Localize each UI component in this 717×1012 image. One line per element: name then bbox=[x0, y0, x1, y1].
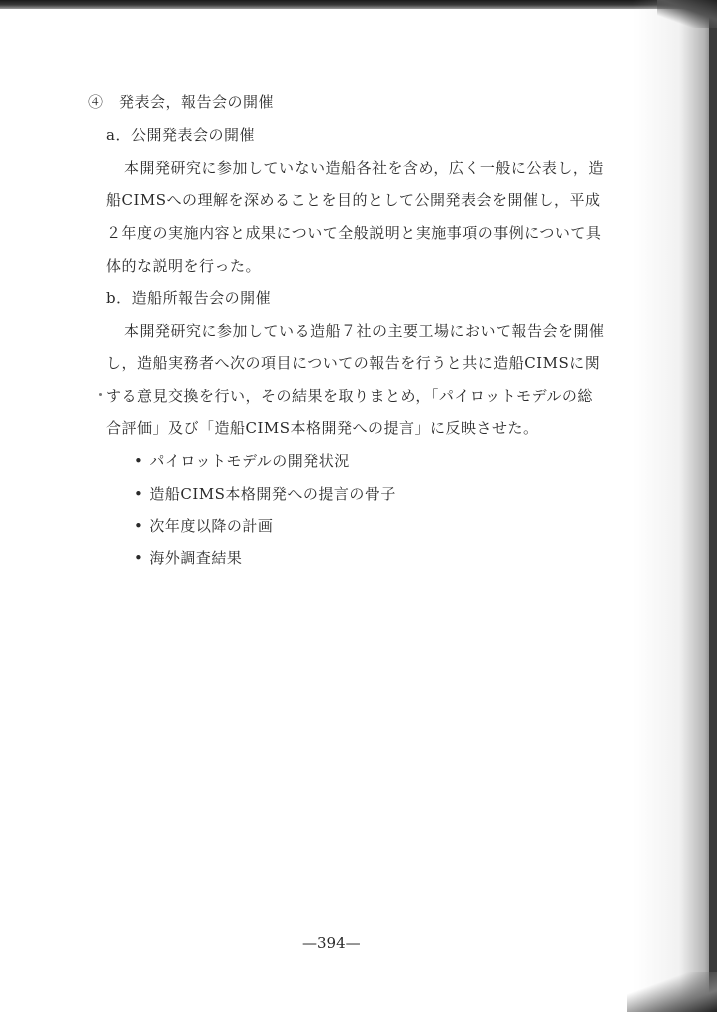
scan-right-shadow bbox=[633, 0, 717, 1012]
bullet-icon: • bbox=[134, 485, 144, 503]
list-item bbox=[134, 516, 273, 536]
scan-corner-bottom bbox=[627, 972, 717, 1012]
subsection-b-heading: b．造船所報告会の開催 bbox=[106, 289, 272, 307]
section-heading: ④ 発表会，報告会の開催 bbox=[88, 93, 275, 111]
list-item bbox=[134, 484, 396, 504]
list-item-text: 海外調査結果 bbox=[149, 549, 243, 567]
bullet-icon: • bbox=[134, 517, 144, 535]
paragraph-a-line: 本開発研究に参加していない造船各社を含め，広く一般に公表し，造 bbox=[124, 159, 604, 177]
scan-top-edge bbox=[0, 0, 717, 9]
page-number: —394— bbox=[302, 934, 361, 952]
scan-speck bbox=[99, 393, 102, 396]
paragraph-b-line: し，造船実務者へ次の項目についての報告を行うと共に造船CIMSに関 bbox=[106, 354, 601, 372]
list-item bbox=[134, 451, 350, 471]
paragraph-b-line: する意見交換を行い，その結果を取りまとめ，「パイロットモデルの総 bbox=[106, 387, 593, 405]
list-item bbox=[134, 548, 242, 568]
bullet-icon: • bbox=[134, 452, 144, 470]
paragraph-a-line: ２年度の実施内容と成果について全般説明と実施事項の事例について具 bbox=[106, 224, 602, 242]
paragraph-b-line: 合評価」及び「造船CIMS本格開発への提言」に反映させた。 bbox=[106, 419, 539, 437]
subsection-a-heading: a．公開発表会の開催 bbox=[106, 126, 255, 144]
paragraph-a-line: 船CIMSへの理解を深めることを目的として公開発表会を開催し，平成 bbox=[106, 191, 601, 209]
paragraph-a-line: 体的な説明を行った。 bbox=[106, 257, 262, 275]
bullet-icon: • bbox=[134, 549, 144, 567]
list-item-text: パイロットモデルの開発状況 bbox=[149, 452, 350, 470]
scan-right-edge bbox=[709, 0, 717, 1012]
list-item-text: 次年度以降の計画 bbox=[149, 517, 274, 535]
list-item-text: 造船CIMS本格開発への提言の骨子 bbox=[149, 485, 396, 503]
scan-corner-top bbox=[657, 0, 717, 28]
paragraph-b-line: 本開発研究に参加している造船７社の主要工場において報告会を開催 bbox=[124, 322, 605, 340]
